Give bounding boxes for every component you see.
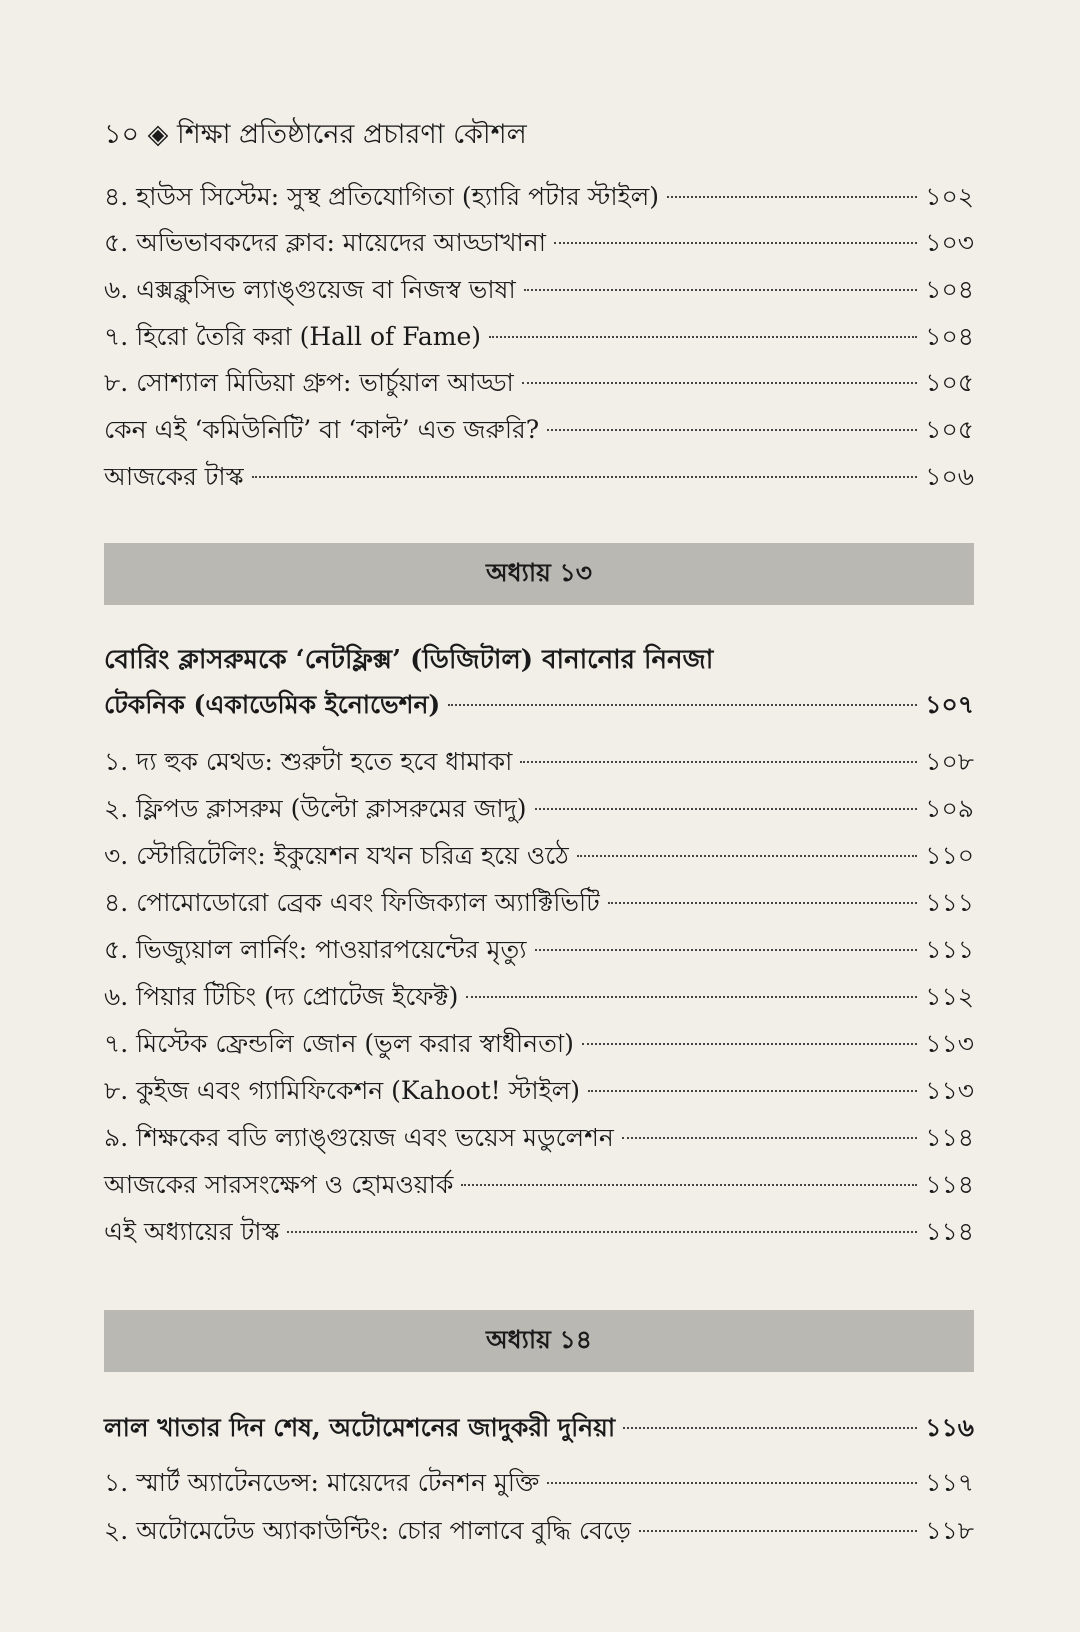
toc-entry-title: ৪. হাউস সিস্টেম: সুস্থ প্রতিযোগিতা (হ্যারি পটার স্টাইল) (104, 182, 659, 211)
dot-leader (466, 996, 917, 998)
toc-entry[interactable] (104, 933, 974, 967)
toc-entry-title: ৪. পোমোডোরো ব্রেক এবং ফিজিক্যাল অ্যাক্টিভিটি (104, 888, 600, 917)
toc-entry[interactable] (104, 320, 974, 354)
toc-entry-title: ৮. কুইজ এবং গ্যামিফিকেশন (Kahoot! স্টাইল) (104, 1076, 581, 1105)
toc-entry-page: ১০৪ (925, 322, 974, 351)
chapter-13-title-line2: টেকনিক (একাডেমিক ইনোভেশন) (104, 690, 441, 719)
dot-leader (608, 902, 918, 904)
toc-entry-page: ১০৩ (925, 228, 974, 257)
dot-leader (588, 1090, 917, 1092)
toc-entry[interactable] (104, 980, 974, 1014)
toc-entry-title: ৩. স্টোরিটেলিং: ইকুয়েশন যখন চরিত্র হয়ে ওঠে (104, 841, 569, 870)
dot-leader (535, 949, 918, 951)
toc-entry-title: এই অধ্যায়ের টাস্ক (104, 1217, 280, 1246)
toc-entry[interactable] (104, 1215, 974, 1249)
toc-entry-page: ১১০ (925, 841, 974, 870)
toc-entry-title: ৭. মিস্টেক ফ্রেন্ডলি জোন (ভুল করার স্বাধীনতা) (104, 1029, 574, 1058)
dot-leader (287, 1231, 917, 1233)
chapter-14-label: অধ্যায় ১৪ (485, 1324, 593, 1354)
toc-entry[interactable] (104, 1168, 974, 1202)
toc-entry[interactable] (104, 180, 974, 214)
toc-entry-page: ১০৭ (925, 690, 974, 719)
toc-entry[interactable] (104, 273, 974, 307)
toc-entry-page: ১১৪ (925, 1217, 974, 1246)
toc-entry-title: ১. দ্য হুক মেথড: শুরুটা হতে হবে ধামাকা (104, 747, 513, 776)
toc-entry[interactable] (104, 1514, 974, 1548)
toc-entry-page: ১০৫ (925, 368, 974, 397)
chapter-14-band (104, 1310, 974, 1372)
toc-entry-page: ১০৮ (925, 747, 974, 776)
toc-entry-title: ৭. হিরো তৈরি করা (Hall of Fame) (104, 322, 482, 351)
chapter-13-label: অধ্যায় ১৩ (485, 557, 593, 587)
dot-leader (582, 1043, 917, 1045)
toc-entry-page: ১১৭ (925, 1468, 974, 1497)
toc-entry[interactable] (104, 1074, 974, 1108)
toc-entry-page: ১১৪ (925, 1170, 974, 1199)
chapter-14-title: লাল খাতার দিন শেষ, অটোমেশনের জাদুকরী দুনিয়া (104, 1413, 616, 1442)
toc-entry-title: আজকের টাস্ক (104, 462, 244, 491)
dot-leader (547, 429, 917, 431)
dot-leader (524, 289, 918, 291)
toc-entry-page: ১১৮ (925, 1516, 974, 1545)
toc-entry-page: ১০৫ (925, 415, 974, 444)
toc-entry-page: ১১১ (925, 888, 974, 917)
chapter-13-band (104, 543, 974, 605)
toc-entry-title: ৮. সোশ্যাল মিডিয়া গ্রুপ: ভার্চুয়াল আড্ডা (104, 368, 514, 397)
dot-leader (489, 336, 917, 338)
toc-entry-page: ১১২ (925, 982, 974, 1011)
toc-entry-page: ১১৬ (925, 1413, 974, 1442)
toc-entry[interactable] (104, 226, 974, 260)
toc-entry[interactable] (104, 460, 974, 494)
toc-entry-page: ১১১ (925, 935, 974, 964)
chapter-13-title-line1: বোরিং ক্লাসরুমকে ‘নেটফ্লিক্স’ (ডিজিটাল) বানানোর নিনজা (104, 645, 714, 675)
toc-entry-title: ৯. শিক্ষকের বডি ল্যাঙ্গুয়েজ এবং ভয়েস মডুলেশন (104, 1123, 614, 1152)
toc-entry-title: ১. স্মার্ট অ্যাটেনডেন্স: মায়েদের টেনশন মুক্তি (104, 1468, 540, 1497)
toc-entry-page: ১১৩ (925, 1076, 974, 1105)
dot-leader (667, 196, 917, 198)
dot-leader (461, 1184, 917, 1186)
dot-leader (622, 1137, 917, 1139)
dot-leader (535, 808, 918, 810)
toc-entry[interactable] (104, 792, 974, 826)
toc-entry-page: ১১৩ (925, 1029, 974, 1058)
chapter-14-title-entry[interactable] (104, 1411, 974, 1445)
toc-entry[interactable] (104, 886, 974, 920)
toc-entry[interactable] (104, 839, 974, 873)
dot-leader (520, 761, 917, 763)
toc-entry-title: আজকের সারসংক্ষেপ ও হোমওয়ার্ক (104, 1170, 454, 1199)
toc-entry[interactable] (104, 413, 974, 447)
dot-leader (639, 1530, 917, 1532)
toc-entry-page: ১০৯ (925, 794, 974, 823)
dot-leader (522, 382, 918, 384)
toc-entry-title: ৬. এক্সক্লুসিভ ল্যাঙ্গুয়েজ বা নিজস্ব ভাষা (104, 275, 516, 304)
toc-entry-page: ১১৪ (925, 1123, 974, 1152)
dot-leader (623, 1427, 917, 1429)
toc-entry[interactable] (104, 1121, 974, 1155)
toc-entry-title: কেন এই ‘কমিউনিটি’ বা ‘কাল্ট’ এত জরুরি? (104, 415, 540, 444)
toc-entry-title: ২. ফ্লিপড ক্লাসরুম (উল্টো ক্লাসরুমের জাদু) (104, 794, 527, 823)
chapter-13-title-entry[interactable] (104, 688, 974, 722)
dot-leader (554, 242, 917, 244)
dot-leader (577, 855, 918, 857)
toc-entry[interactable] (104, 366, 974, 400)
toc-entry-title: ৬. পিয়ার টিচিং (দ্য প্রোটেজ ইফেক্ট) (104, 982, 459, 1011)
dot-leader (547, 1482, 917, 1484)
toc-entry[interactable] (104, 1027, 974, 1061)
running-header: ১০ ◈ শিক্ষা প্রতিষ্ঠানের প্রচারণা কৌশল (104, 119, 527, 150)
dot-leader (448, 704, 917, 706)
toc-entry-page: ১০৪ (925, 275, 974, 304)
toc-entry-title: ৫. ভিজ্যুয়াল লার্নিং: পাওয়ারপয়েন্টের মৃত্যু (104, 935, 527, 964)
toc-entry[interactable] (104, 1466, 974, 1500)
toc-entry-title: ২. অটোমেটেড অ্যাকাউন্টিং: চোর পালাবে বুদ্ধি বেড়ে (104, 1516, 631, 1545)
toc-entry-title: ৫. অভিভাবকদের ক্লাব: মায়েদের আড্ডাখানা (104, 228, 546, 257)
toc-entry-page: ১০২ (925, 182, 974, 211)
toc-entry-page: ১০৬ (925, 462, 974, 491)
toc-entry[interactable] (104, 745, 974, 779)
dot-leader (252, 476, 918, 478)
